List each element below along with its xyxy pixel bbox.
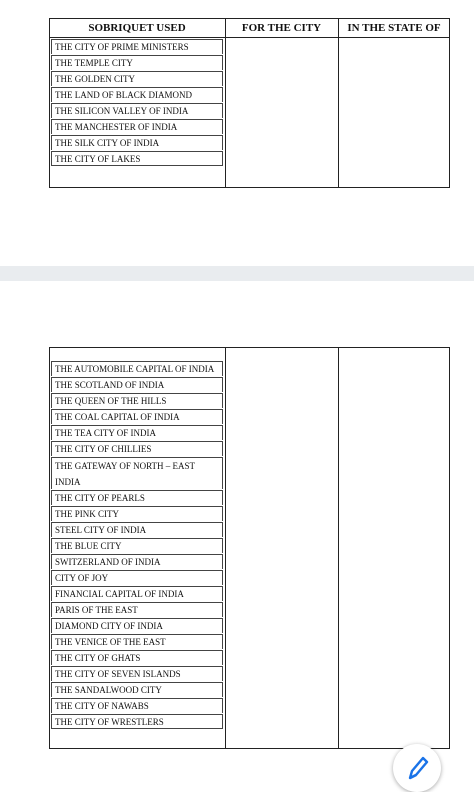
document-page-2 <box>0 281 474 773</box>
document-page-1 <box>0 0 474 266</box>
edit-fab-button[interactable] <box>393 744 441 792</box>
table-row: THE CITY OF NAWABS <box>51 698 223 713</box>
table-row: STEEL CITY OF INDIA <box>51 522 223 537</box>
table-row: THE VENICE OF THE EAST <box>51 634 223 649</box>
table-row: THE LAND OF BLACK DIAMOND <box>51 87 223 102</box>
header-for-the-city: FOR THE CITY <box>241 22 322 34</box>
table-row: THE SCOTLAND OF INDIA <box>51 377 223 392</box>
table-row: SWITZERLAND OF INDIA <box>51 554 223 569</box>
table-row: THE TEMPLE CITY <box>51 55 223 70</box>
page-separator <box>0 266 474 281</box>
table-row: THE QUEEN OF THE HILLS <box>51 393 223 408</box>
column-divider <box>338 19 339 187</box>
table-row: THE SANDALWOOD CITY <box>51 682 223 697</box>
table-row: THE TEA CITY OF INDIA <box>51 425 223 440</box>
table-row: THE CITY OF GHATS <box>51 650 223 665</box>
header-sobriquet-used: SOBRIQUET USED <box>88 22 186 34</box>
table-row: THE PINK CITY <box>51 506 223 521</box>
table-row: THE CITY OF PEARLS <box>51 490 223 505</box>
table-row: THE CITY OF CHILLIES <box>51 441 223 456</box>
table-row: THE COAL CAPITAL OF INDIA <box>51 409 223 424</box>
table-row: THE GOLDEN CITY <box>51 71 223 86</box>
table-row: CITY OF JOY <box>51 570 223 585</box>
table-row: FINANCIAL CAPITAL OF INDIA <box>51 586 223 601</box>
table-row: THE AUTOMOBILE CAPITAL OF INDIA <box>51 361 223 376</box>
table-row: THE SILK CITY OF INDIA <box>51 135 223 150</box>
column-divider <box>225 348 226 748</box>
table-row: PARIS OF THE EAST <box>51 602 223 617</box>
table-row: THE MANCHESTER OF INDIA <box>51 119 223 134</box>
table-row: THE CITY OF WRESTLERS <box>51 714 223 729</box>
header-in-the-state-of: IN THE STATE OF <box>347 22 441 34</box>
table-row: THE CITY OF SEVEN ISLANDS <box>51 666 223 681</box>
table-row: THE SILICON VALLEY OF INDIA <box>51 103 223 118</box>
table-row: THE CITY OF PRIME MINISTERS <box>51 39 223 54</box>
table-row: THE GATEWAY OF NORTH – EAST INDIA <box>51 457 223 489</box>
header-divider <box>50 37 449 38</box>
table-row: THE BLUE CITY <box>51 538 223 553</box>
table-row: DIAMOND CITY OF INDIA <box>51 618 223 633</box>
table-row: THE CITY OF LAKES <box>51 151 223 166</box>
column-divider <box>225 19 226 187</box>
column-divider <box>338 348 339 748</box>
